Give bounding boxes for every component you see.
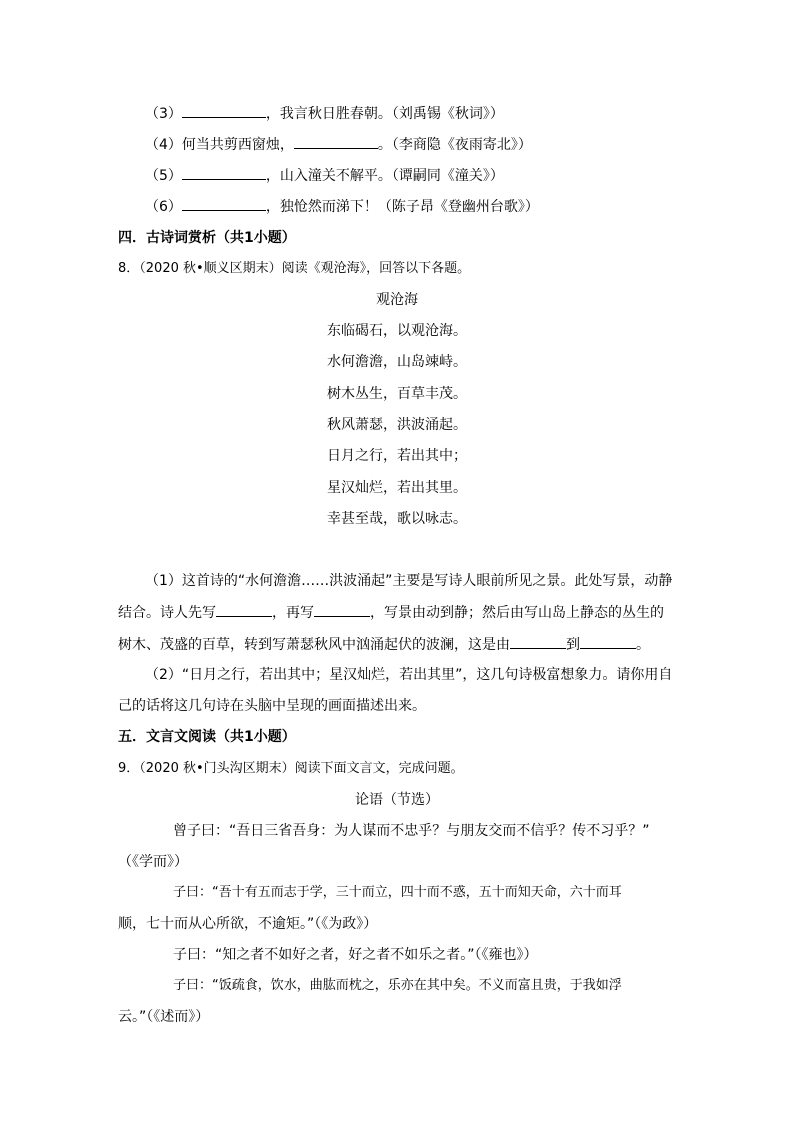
answer-blank[interactable] <box>294 134 378 149</box>
q8-stem: 8．（2020 秋•顺义区期末）阅读《观沧海》，回答以下各题。 <box>118 261 471 276</box>
section-4-heading: 四．古诗词赏析（共1小题） <box>118 230 296 246</box>
text-segment: 到 <box>566 637 580 653</box>
text-segment: ，再写 <box>272 605 314 621</box>
text-segment: 结合。诗人先写 <box>118 605 216 621</box>
poem-line-3: 树木丛生，百草丰茂。 <box>327 386 467 402</box>
poem-title: 观沧海 <box>376 292 418 308</box>
answer-blank[interactable] <box>314 602 370 617</box>
p1-line2: （《学而》） <box>118 854 188 870</box>
answer-blank[interactable] <box>182 103 266 118</box>
answer-blank[interactable] <box>580 634 636 649</box>
q7-item-3 <box>145 103 504 124</box>
poem-line-4: 秋风萧瑟，洪波涌起。 <box>327 417 467 433</box>
section-5-heading: 五．文言文阅读（共1小题） <box>118 729 296 745</box>
item-text: ，独怆然而涕下！（陈子昂《登幽州台歌》） <box>265 199 539 215</box>
poem-line-7: 幸甚至哉，歌以咏志。 <box>327 511 467 527</box>
poem-line-6: 星汉灿烂，若出其里。 <box>327 480 467 496</box>
p2-line1: 子曰：“吾十有五而志于学，三十而立，四十而不惑，五十而知天命，六十而耳 <box>173 885 622 900</box>
poem-line-1: 东临碣石，以观沧海。 <box>327 323 467 339</box>
poem-line-5: 日月之行，若出其中； <box>327 448 467 464</box>
q8-sub1-line1: （1）这首诗的“水何澹澹……洪波涌起”主要是写诗人眼前所见之景。此处写景，动静 <box>145 573 673 589</box>
q8-sub2-line2: 己的话将这几句诗在头脑中呈现的画面描述出来。 <box>118 698 426 714</box>
item-text: （4）何当共剪西窗烛， <box>145 137 294 153</box>
item-number: （3） <box>145 106 182 122</box>
p3-line1: 子曰：“知之者不如好之者，好之者不如乐之者。”（《雍也》） <box>173 947 538 963</box>
p1-line1: 曾子曰：“吾日三省吾身：为人谋而不忠乎？与朋友交而不信乎？传不习乎？” <box>173 823 650 839</box>
answer-blank[interactable] <box>510 634 566 649</box>
q7-item-6 <box>145 196 539 217</box>
item-number: （5） <box>145 168 182 184</box>
text-segment: 。 <box>636 637 650 653</box>
p4-line1: 子曰：“饭疏食，饮水，曲肱而枕之，乐亦在其中矣。不义而富且贵，于我如浮 <box>173 978 622 993</box>
item-text-rest: 。（李商隐《夜雨寄北》） <box>377 137 532 153</box>
q8-sub2-line1: （2）“日月之行，若出其中；星汉灿烂，若出其里”，这几句诗极富想象力。请你用自 <box>145 667 673 683</box>
poem-line-2: 水何澹澹，山岛竦峙。 <box>327 354 467 370</box>
text-segment: 树木、茂盛的百草，转到写萧瑟秋风中汹涌起伏的波澜，这是由 <box>118 637 510 653</box>
q8-sub1-line2 <box>118 602 664 623</box>
text-title: 论语（节选） <box>355 792 439 808</box>
q8-sub1-line3 <box>118 634 650 655</box>
item-text: ，我言秋日胜春朝。（刘禹锡《秋词》） <box>265 106 504 122</box>
answer-blank[interactable] <box>182 196 266 211</box>
p4-line2: 云。”（《述而》） <box>118 1009 210 1025</box>
answer-blank[interactable] <box>216 602 272 617</box>
q7-item-4 <box>145 134 532 155</box>
q7-item-5 <box>145 165 504 186</box>
answer-blank[interactable] <box>182 165 266 180</box>
item-text: ，山入潼关不解平。（谭嗣同《潼关》） <box>265 168 504 184</box>
text-segment: ，写景由动到静；然后由写山岛上静态的丛生的 <box>370 605 664 621</box>
p2-line2: 顺，七十而从心所欲，不逾矩。”（《为政》） <box>118 916 378 932</box>
q9-stem: 9．（2020 秋•门头沟区期末）阅读下面文言文，完成问题。 <box>118 761 464 776</box>
item-number: （6） <box>145 199 182 215</box>
